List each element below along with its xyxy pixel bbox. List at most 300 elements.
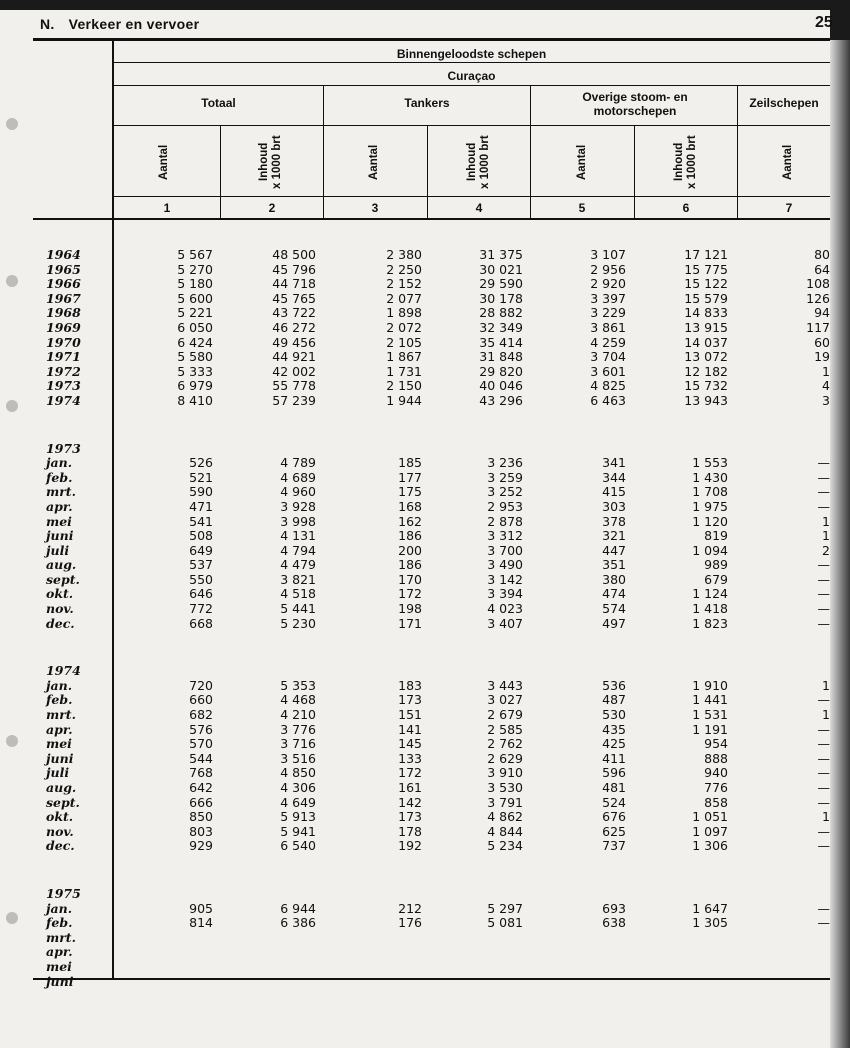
table-cell: 28 882 (479, 305, 523, 321)
table-cell: 126 (806, 290, 830, 306)
table-cell: 2 152 (386, 276, 422, 292)
spacer-cell (770, 664, 830, 679)
table-cell: 576 (189, 721, 213, 737)
table-cell: 676 (602, 809, 626, 825)
table-cell: 1 (822, 528, 830, 544)
table-cell: 3 601 (590, 363, 626, 379)
row-label: sept. (46, 571, 80, 587)
table-cell: 5 441 (280, 601, 316, 617)
table-cell: 2 077 (386, 290, 422, 306)
spacer-cell (133, 442, 213, 457)
table-cell: 378 (602, 513, 626, 529)
spacer-cell (342, 664, 422, 679)
table-cell: 45 796 (272, 261, 316, 277)
spacer-cell (226, 664, 316, 679)
table-cell (770, 960, 830, 975)
table-cell: 5 567 (177, 247, 213, 262)
table-cell: 481 (602, 780, 626, 795)
table-cell: 3 107 (590, 247, 626, 262)
table-cell: 471 (189, 498, 213, 514)
table-cell: 1 097 (692, 823, 728, 839)
data-column-7 (770, 248, 830, 989)
data-column-1 (133, 248, 213, 989)
table-cell: 192 (398, 838, 422, 854)
row-label: mrt. (46, 707, 76, 723)
table-cell: 5 353 (280, 677, 316, 693)
block-spacer (770, 854, 830, 887)
header-rule-top (33, 38, 830, 41)
row-label: apr. (46, 944, 73, 960)
table-cell: 3 142 (487, 571, 523, 587)
column-number: 1 (163, 201, 171, 215)
row-label: dec. (46, 615, 75, 631)
row-label: 1966 (46, 276, 81, 292)
table-cell: 15 732 (684, 378, 728, 394)
table-cell: 3 397 (590, 290, 626, 306)
table-cell: 646 (189, 586, 213, 602)
row-label: juli (46, 765, 70, 781)
block-spacer (433, 631, 523, 664)
table-cell: 29 590 (479, 276, 523, 292)
table-cell: 2 585 (487, 721, 523, 737)
row-label-column (46, 248, 116, 989)
table-cell: 3 530 (487, 780, 523, 795)
table-cell: 487 (602, 692, 626, 708)
table-cell: 1 531 (692, 707, 728, 723)
table-cell: 858 (704, 794, 728, 810)
table-cell: 55 778 (272, 378, 316, 394)
block-spacer (133, 631, 213, 664)
table-cell: 1 867 (386, 349, 422, 365)
column-number: 4 (475, 201, 483, 215)
block-spacer (226, 631, 316, 664)
table-cell: 1 (822, 677, 830, 693)
table-cell: 48 500 (272, 247, 316, 262)
table-cell: 642 (189, 780, 213, 795)
table-cell: 4 649 (280, 794, 316, 810)
spacer-cell (133, 887, 213, 902)
table-cell: 5 270 (177, 261, 213, 277)
table-cell: 108 (806, 276, 830, 292)
row-label: mrt. (46, 929, 76, 945)
table-cell (342, 960, 422, 975)
row-label: 1970 (46, 334, 81, 350)
block-spacer (433, 409, 523, 442)
page-number: 25 (815, 14, 833, 31)
table-cell: 172 (398, 586, 422, 602)
table-cell: 212 (398, 900, 422, 916)
table-cell: 497 (602, 615, 626, 631)
spacer-cell (638, 887, 728, 902)
table-cell: 3 259 (487, 469, 523, 485)
table-cell: 590 (189, 484, 213, 500)
table-cell (133, 975, 213, 990)
table-cell (546, 945, 626, 960)
spacer-cell (226, 442, 316, 457)
table-cell: 17 121 (684, 247, 728, 262)
table-cell: 6 540 (280, 838, 316, 854)
table-cell (342, 931, 422, 946)
table-cell: 474 (602, 586, 626, 602)
table-cell (638, 975, 728, 990)
table-cell: 1 120 (692, 513, 728, 529)
table-cell: 186 (398, 528, 422, 544)
table-cell: — (817, 498, 830, 514)
row-label: 1964 (46, 247, 81, 262)
block-spacer (342, 409, 422, 442)
block-spacer (546, 631, 626, 664)
table-cell: 200 (398, 542, 422, 558)
table-cell (133, 945, 213, 960)
table-cell: 178 (398, 823, 422, 839)
spacer-cell (770, 887, 830, 902)
table-cell: 544 (189, 750, 213, 766)
table-cell: 3 704 (590, 349, 626, 365)
table-cell: 3 716 (280, 736, 316, 752)
row-label: 1973 (46, 378, 81, 394)
row-label: 1968 (46, 305, 81, 321)
row-label: sept. (46, 794, 80, 810)
section-number: N. (40, 16, 55, 32)
table-cell: 521 (189, 469, 213, 485)
block-spacer (638, 631, 728, 664)
table-cell (638, 931, 728, 946)
table-cell: — (817, 838, 830, 854)
table-cell: 32 349 (479, 319, 523, 335)
table-cell: — (817, 615, 830, 631)
table-cell: 5 234 (487, 838, 523, 854)
table-cell: 1 731 (386, 363, 422, 379)
table-cell: 141 (398, 721, 422, 737)
row-label: 1974 (46, 392, 81, 408)
table-cell: 530 (602, 707, 626, 723)
table-cell: 1 051 (692, 809, 728, 825)
table-cell: 3 027 (487, 692, 523, 708)
row-label: feb. (46, 692, 73, 708)
table-cell: 2 956 (590, 261, 626, 277)
table-cell: 173 (398, 809, 422, 825)
table-cell: 1 305 (692, 915, 728, 931)
col-header-inhoud: Inhoud x 1000 brt (258, 135, 283, 189)
table-cell: 40 046 (479, 378, 523, 394)
table-cell: 14 037 (684, 334, 728, 350)
table-cell: 44 718 (272, 276, 316, 292)
table-cell (226, 960, 316, 975)
rule-under-top-header (113, 62, 830, 63)
table-cell: 720 (189, 677, 213, 693)
block-spacer (133, 854, 213, 887)
table-cell: 638 (602, 915, 626, 931)
table-cell: 60 (814, 334, 830, 350)
rule-under-curacao (113, 85, 830, 86)
row-label: okt. (46, 809, 74, 825)
table-cell: 649 (189, 542, 213, 558)
table-cell: 5 180 (177, 276, 213, 292)
table-cell: — (817, 571, 830, 587)
table-cell: 4 844 (487, 823, 523, 839)
row-label: apr. (46, 498, 73, 514)
table-cell: 3 998 (280, 513, 316, 529)
table-cell: 1 (822, 809, 830, 825)
table-cell: 526 (189, 455, 213, 471)
table-cell: 574 (602, 601, 626, 617)
table-cell: 321 (602, 528, 626, 544)
table-cell: 6 463 (590, 392, 626, 408)
table-cell: 44 921 (272, 349, 316, 365)
table-cell: 888 (704, 750, 728, 766)
table-cell: 3 776 (280, 721, 316, 737)
table-cell: 42 002 (272, 363, 316, 379)
table-cell: 30 021 (479, 261, 523, 277)
column-number: 3 (371, 201, 379, 215)
table-cell: 819 (704, 528, 728, 544)
table-cell: — (817, 823, 830, 839)
table-cell: 693 (602, 900, 626, 916)
table-cell: — (817, 915, 830, 931)
table-cell: 411 (602, 750, 626, 766)
table-cell: 1 944 (386, 392, 422, 408)
table-cell: 2 (822, 542, 830, 558)
block-spacer (638, 409, 728, 442)
table-cell: 15 579 (684, 290, 728, 306)
table-cell: 43 722 (272, 305, 316, 321)
table-cell: 6 979 (177, 378, 213, 394)
row-label: 1967 (46, 290, 81, 306)
table-cell: 5 941 (280, 823, 316, 839)
table-cell: 3 236 (487, 455, 523, 471)
data-column-4 (433, 248, 523, 989)
table-cell: 1 418 (692, 601, 728, 617)
row-label: apr. (46, 721, 73, 737)
spacer-cell (433, 664, 523, 679)
table-cell: 6 050 (177, 319, 213, 335)
table-cell: 682 (189, 707, 213, 723)
table-cell: 162 (398, 513, 422, 529)
table-cell: 3 490 (487, 557, 523, 573)
spacer-cell (546, 664, 626, 679)
table-cell: 5 221 (177, 305, 213, 321)
table-cell: 1 975 (692, 498, 728, 514)
year-heading: 1975 (46, 885, 81, 901)
table-cell: 5 081 (487, 915, 523, 931)
table-cell: 3 443 (487, 677, 523, 693)
table-cell: 776 (704, 780, 728, 795)
group-header-overige: Overige stoom- en motorschepen (582, 90, 688, 118)
table-cell (638, 960, 728, 975)
table-cell: 351 (602, 557, 626, 573)
binder-hole (6, 118, 18, 130)
table-cell: 1 910 (692, 677, 728, 693)
spacer-cell (226, 887, 316, 902)
table-cell: 3 791 (487, 794, 523, 810)
table-cell: 1 898 (386, 305, 422, 321)
row-label: mrt. (46, 484, 76, 500)
table-cell: 31 848 (479, 349, 523, 365)
table-cell: 1 124 (692, 586, 728, 602)
table-cell: 2 679 (487, 707, 523, 723)
row-label: juni (46, 750, 74, 766)
table-cell (546, 931, 626, 946)
table-cell: 1 647 (692, 900, 728, 916)
table-cell: 660 (189, 692, 213, 708)
table-cell: 570 (189, 736, 213, 752)
table-cell: 1 (822, 707, 830, 723)
table-cell: — (817, 484, 830, 500)
table-cell: 447 (602, 542, 626, 558)
table-cell: — (817, 794, 830, 810)
table-cell: 183 (398, 677, 422, 693)
data-column-3 (342, 248, 422, 989)
table-cell: 198 (398, 601, 422, 617)
row-label: juni (46, 528, 74, 544)
table-cell: 3 700 (487, 542, 523, 558)
col-header-inhoud: Inhoud x 1000 brt (673, 135, 698, 189)
table-cell: — (817, 455, 830, 471)
row-label: mei (46, 513, 72, 529)
table-cell: — (817, 780, 830, 795)
table-cell (342, 975, 422, 990)
spacer-cell (638, 664, 728, 679)
row-label: nov. (46, 823, 74, 839)
year-heading: 1974 (46, 663, 81, 679)
data-column-2 (226, 248, 316, 989)
table-cell: 940 (704, 765, 728, 781)
table-cell: 3 861 (590, 319, 626, 335)
row-label: feb. (46, 915, 73, 931)
running-header (40, 16, 199, 32)
table-cell: — (817, 601, 830, 617)
table-cell: 185 (398, 455, 422, 471)
table-cell: 2 920 (590, 276, 626, 292)
table-cell: 4 825 (590, 378, 626, 394)
table-cell: 29 820 (479, 363, 523, 379)
group-header-zeilschepen: Zeilschepen (749, 96, 819, 110)
table-cell: 550 (189, 571, 213, 587)
table-cell: 625 (602, 823, 626, 839)
section-title: Verkeer en vervoer (68, 16, 200, 32)
block-spacer (546, 409, 626, 442)
table-cell: 3 928 (280, 498, 316, 514)
table-cell (770, 975, 830, 990)
table-cell: 536 (602, 677, 626, 693)
table-cell: 19 (814, 349, 830, 365)
table-cell: 151 (398, 707, 422, 723)
table-cell: 4 689 (280, 469, 316, 485)
column-number: 7 (785, 201, 793, 215)
block-spacer (638, 854, 728, 887)
table-cell: 768 (189, 765, 213, 781)
table-cell: 737 (602, 838, 626, 854)
table-cell: 3 252 (487, 484, 523, 500)
block-spacer (46, 854, 116, 887)
table-cell (770, 931, 830, 946)
table-cell: 171 (398, 615, 422, 631)
table-cell: 415 (602, 484, 626, 500)
block-spacer (226, 409, 316, 442)
table-cell: 1 (822, 513, 830, 529)
col-header-aantal: Aantal (158, 144, 170, 180)
table-cell: 13 943 (684, 392, 728, 408)
table-cell: 6 386 (280, 915, 316, 931)
table-cell: 954 (704, 736, 728, 752)
table-cell (226, 975, 316, 990)
block-spacer (546, 854, 626, 887)
table-cell: 13 072 (684, 349, 728, 365)
table-cell: 15 775 (684, 261, 728, 277)
table-cell: 508 (189, 528, 213, 544)
table-cell (546, 975, 626, 990)
table-cell: 850 (189, 809, 213, 825)
table-cell: 2 629 (487, 750, 523, 766)
binder-hole (6, 735, 18, 747)
binder-hole (6, 400, 18, 412)
spacer-cell (546, 887, 626, 902)
col-header-aantal: Aantal (368, 144, 380, 180)
row-label: feb. (46, 469, 73, 485)
row-label: aug. (46, 780, 77, 795)
block-spacer (226, 854, 316, 887)
table-cell: 2 072 (386, 319, 422, 335)
table-cell: 13 915 (684, 319, 728, 335)
table-cell: 5 580 (177, 349, 213, 365)
table-cell: 303 (602, 498, 626, 514)
table-cell: 3 394 (487, 586, 523, 602)
table-cell: 3 821 (280, 571, 316, 587)
table-cell: 2 105 (386, 334, 422, 350)
table-cell: 4 131 (280, 528, 316, 544)
table-cell: 64 (814, 261, 830, 277)
table-cell: 772 (189, 601, 213, 617)
table-cell: 1 094 (692, 542, 728, 558)
table-cell: 905 (189, 900, 213, 916)
row-label: okt. (46, 586, 74, 602)
table-cell: 4 960 (280, 484, 316, 500)
table-cell: 49 456 (272, 334, 316, 350)
table-cell: 3 407 (487, 615, 523, 631)
table-cell: 14 833 (684, 305, 728, 321)
table-cell: 1 430 (692, 469, 728, 485)
table-cell: — (817, 586, 830, 602)
block-spacer (342, 631, 422, 664)
column-number: 6 (682, 201, 690, 215)
table-cell: 1 (822, 363, 830, 379)
table-cell: 35 414 (479, 334, 523, 350)
table-cell: 4 210 (280, 707, 316, 723)
table-cell: 537 (189, 557, 213, 573)
data-column-6 (638, 248, 728, 989)
table-cell: 4 479 (280, 557, 316, 573)
table-cell (433, 931, 523, 946)
row-label: dec. (46, 838, 75, 854)
column-divider (427, 126, 428, 219)
table-cell: 541 (189, 513, 213, 529)
table-cell: 186 (398, 557, 422, 573)
binder-hole (6, 912, 18, 924)
spacer-cell (342, 887, 422, 902)
table-cell (226, 945, 316, 960)
spacer-cell (433, 887, 523, 902)
table-cell: 161 (398, 780, 422, 795)
table-cell: 8 410 (177, 392, 213, 408)
spacer-cell (433, 442, 523, 457)
table-cell: 4 306 (280, 780, 316, 795)
table-cell: 4 862 (487, 809, 523, 825)
table-cell: 2 250 (386, 261, 422, 277)
book-spine-edge (830, 40, 850, 1048)
table-cell: 4 (822, 378, 830, 394)
table-cell: — (817, 557, 830, 573)
row-label: mei (46, 958, 72, 974)
